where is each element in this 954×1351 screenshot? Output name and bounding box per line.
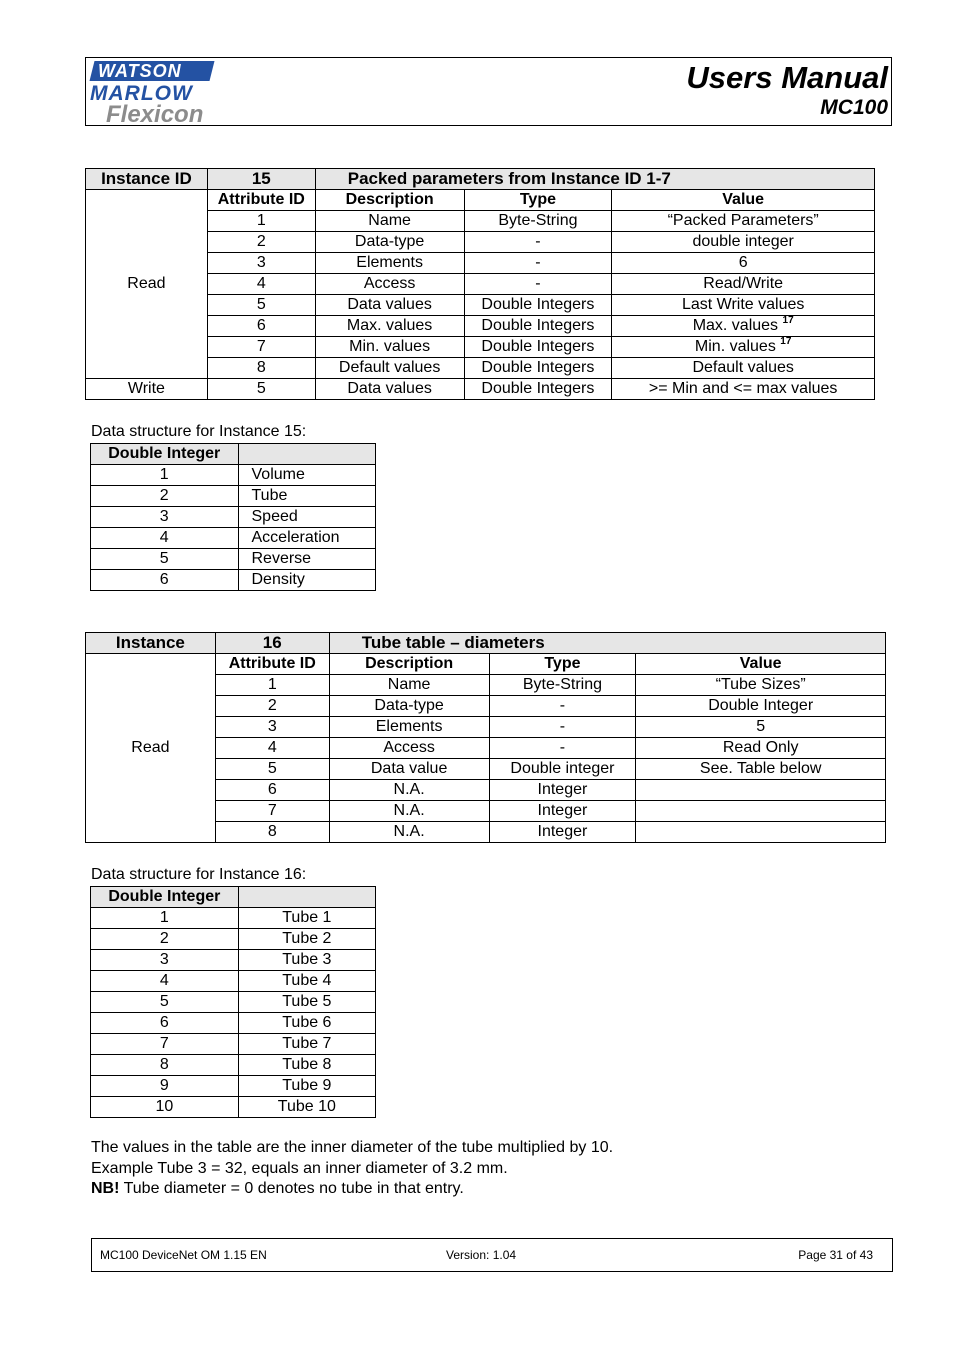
table-row — [91, 1097, 376, 1118]
type: Byte-String — [489, 675, 636, 696]
index: 3 — [91, 507, 239, 528]
type: - — [464, 232, 612, 253]
logo-marlow: MARLOW — [90, 82, 193, 105]
table-row — [91, 1034, 376, 1055]
attr-id: 1 — [207, 211, 315, 232]
attr-id: 8 — [215, 822, 329, 843]
logo-watson: WATSON — [98, 61, 182, 81]
page-footer — [91, 1238, 893, 1272]
nb-text: Tube diameter = 0 denotes no tube in that entry. — [119, 1180, 464, 1197]
col-header: Description — [329, 654, 489, 675]
index: 1 — [91, 908, 239, 929]
type: Double integer — [489, 759, 636, 780]
value: “Tube Sizes” — [636, 675, 886, 696]
ds16-table — [90, 886, 376, 1118]
description: Elements — [329, 717, 489, 738]
tube: Tube 1 — [238, 908, 375, 929]
value: Double Integer — [636, 696, 886, 717]
value: >= Min and <= max values — [612, 379, 875, 400]
value-text: Max. values — [692, 317, 779, 334]
type: Double Integers — [464, 316, 612, 337]
index: 2 — [91, 486, 239, 507]
description: Access — [315, 274, 464, 295]
document-subtitle: MC100 — [820, 96, 888, 119]
attr-id: 7 — [207, 337, 315, 358]
value: See. Table below — [636, 759, 886, 780]
footnote-mark: 17 — [780, 336, 792, 347]
type: - — [464, 274, 612, 295]
tube: Tube 5 — [238, 992, 375, 1013]
index: 7 — [91, 1034, 239, 1055]
description: Data values — [315, 295, 464, 316]
write-label: Write — [86, 379, 208, 400]
type: Double Integers — [464, 358, 612, 379]
col-header: Type — [489, 654, 636, 675]
type: - — [489, 696, 636, 717]
table-row — [91, 971, 376, 992]
index: 6 — [91, 570, 239, 591]
description: Name — [329, 675, 489, 696]
value: 6 — [612, 253, 875, 274]
note-line-2: Example Tube 3 = 32, equals an inner diameter of 3.2 mm. — [91, 1160, 508, 1177]
instance-16-table — [85, 632, 886, 843]
table-row — [91, 570, 376, 591]
table-row — [91, 908, 376, 929]
table-row — [91, 1013, 376, 1034]
attr-id: 4 — [215, 738, 329, 759]
table-row — [91, 465, 376, 486]
description: Access — [329, 738, 489, 759]
description: Elements — [315, 253, 464, 274]
parameter: Reverse — [238, 549, 376, 570]
table-row — [91, 929, 376, 950]
footer-version: Version: 1.04 — [446, 1248, 517, 1262]
index: 8 — [91, 1055, 239, 1076]
attr-id: 3 — [215, 717, 329, 738]
attr-id: 5 — [207, 379, 315, 400]
attr-id: 7 — [215, 801, 329, 822]
value: Default values — [612, 358, 875, 379]
table-row — [91, 528, 376, 549]
read-label: Read — [86, 654, 216, 843]
parameter: Speed — [238, 507, 376, 528]
footer-page: Page 31 of 43 — [798, 1248, 873, 1262]
col-header: Description — [315, 190, 464, 211]
instance-number: 15 — [207, 169, 315, 190]
index: 5 — [91, 549, 239, 570]
value: “Packed Parameters” — [612, 211, 875, 232]
value — [636, 822, 886, 843]
document-title: Users Manual — [686, 60, 888, 95]
description: Data-type — [329, 696, 489, 717]
description: N.A. — [329, 822, 489, 843]
instance-number: 16 — [215, 633, 329, 654]
tube: Tube 7 — [238, 1034, 375, 1055]
tube: Tube 3 — [238, 950, 375, 971]
type: Byte-String — [464, 211, 612, 232]
table-row — [91, 992, 376, 1013]
attr-id: 2 — [215, 696, 329, 717]
table-row — [91, 1076, 376, 1097]
description: Data-type — [315, 232, 464, 253]
attr-id: 8 — [207, 358, 315, 379]
index: 9 — [91, 1076, 239, 1097]
double-integer-header: Double Integer — [91, 444, 239, 465]
value — [636, 780, 886, 801]
tube: Tube 2 — [238, 929, 375, 950]
tube: Tube 9 — [238, 1076, 375, 1097]
attr-id: 1 — [215, 675, 329, 696]
instance-15-table — [85, 168, 875, 400]
attr-id: 6 — [207, 316, 315, 337]
table-row — [91, 486, 376, 507]
description: Max. values — [315, 316, 464, 337]
col-header: Value — [636, 654, 886, 675]
type: Double Integers — [464, 337, 612, 358]
type: Integer — [489, 801, 636, 822]
value: Read/Write — [612, 274, 875, 295]
col-header: Attribute ID — [207, 190, 315, 211]
note-line-1: The values in the table are the inner diameter of the tube multiplied by 10. — [91, 1139, 614, 1156]
value: Last Write values — [612, 295, 875, 316]
value — [636, 801, 886, 822]
table-row — [91, 1055, 376, 1076]
instance-header: Instance — [86, 633, 216, 654]
instance-title: Tube table – diameters — [329, 633, 885, 654]
value — [612, 316, 875, 337]
type: Integer — [489, 822, 636, 843]
type: - — [489, 738, 636, 759]
index: 4 — [91, 971, 239, 992]
note-line-3 — [91, 1179, 464, 1200]
ds15-table — [90, 443, 376, 591]
nb-label: NB! — [91, 1180, 120, 1197]
index: 10 — [91, 1097, 239, 1118]
tube: Tube 8 — [238, 1055, 375, 1076]
description: Name — [315, 211, 464, 232]
description: Data value — [329, 759, 489, 780]
col-header: Attribute ID — [215, 654, 329, 675]
page-header — [85, 57, 892, 126]
table-row — [86, 379, 875, 400]
index: 6 — [91, 1013, 239, 1034]
parameter: Acceleration — [238, 528, 376, 549]
type: Double Integers — [464, 295, 612, 316]
instance-id-header: Instance ID — [86, 169, 208, 190]
attr-id: 5 — [207, 295, 315, 316]
footer-doc: MC100 DeviceNet OM 1.15 EN — [100, 1248, 267, 1262]
type: - — [489, 717, 636, 738]
description: Default values — [315, 358, 464, 379]
index: 4 — [91, 528, 239, 549]
tube: Tube 6 — [238, 1013, 375, 1034]
attr-id: 6 — [215, 780, 329, 801]
type: Double Integers — [464, 379, 612, 400]
table-row — [91, 950, 376, 971]
value: Read Only — [636, 738, 886, 759]
col-header: Type — [464, 190, 612, 211]
value — [612, 337, 875, 358]
tube: Tube 10 — [238, 1097, 375, 1118]
description: Data values — [315, 379, 464, 400]
index: 2 — [91, 929, 239, 950]
parameter: Volume — [238, 465, 376, 486]
description: Min. values — [315, 337, 464, 358]
value-text: Min. values — [694, 338, 776, 355]
logo-flexicon: Flexicon — [106, 101, 204, 128]
col-header: Value — [612, 190, 875, 211]
attr-id: 3 — [207, 253, 315, 274]
type: - — [464, 253, 612, 274]
type: Integer — [489, 780, 636, 801]
attr-id: 2 — [207, 232, 315, 253]
parameter: Tube — [238, 486, 376, 507]
instance-title: Packed parameters from Instance ID 1-7 — [315, 169, 874, 190]
empty-header — [238, 887, 375, 908]
index: 5 — [91, 992, 239, 1013]
index: 3 — [91, 950, 239, 971]
attr-id: 5 — [215, 759, 329, 780]
index: 1 — [91, 465, 239, 486]
value: 5 — [636, 717, 886, 738]
table-row — [91, 507, 376, 528]
double-integer-header: Double Integer — [91, 887, 239, 908]
tube: Tube 4 — [238, 971, 375, 992]
ds15-caption: Data structure for Instance 15: — [91, 423, 307, 440]
table-row — [91, 549, 376, 570]
ds16-caption: Data structure for Instance 16: — [91, 866, 307, 883]
description: N.A. — [329, 780, 489, 801]
empty-header — [238, 444, 376, 465]
description: N.A. — [329, 801, 489, 822]
parameter: Density — [238, 570, 376, 591]
attr-id: 4 — [207, 274, 315, 295]
value: double integer — [612, 232, 875, 253]
footnote-mark: 17 — [782, 315, 794, 326]
watson-marlow-logo — [88, 59, 218, 128]
read-label: Read — [86, 190, 208, 379]
